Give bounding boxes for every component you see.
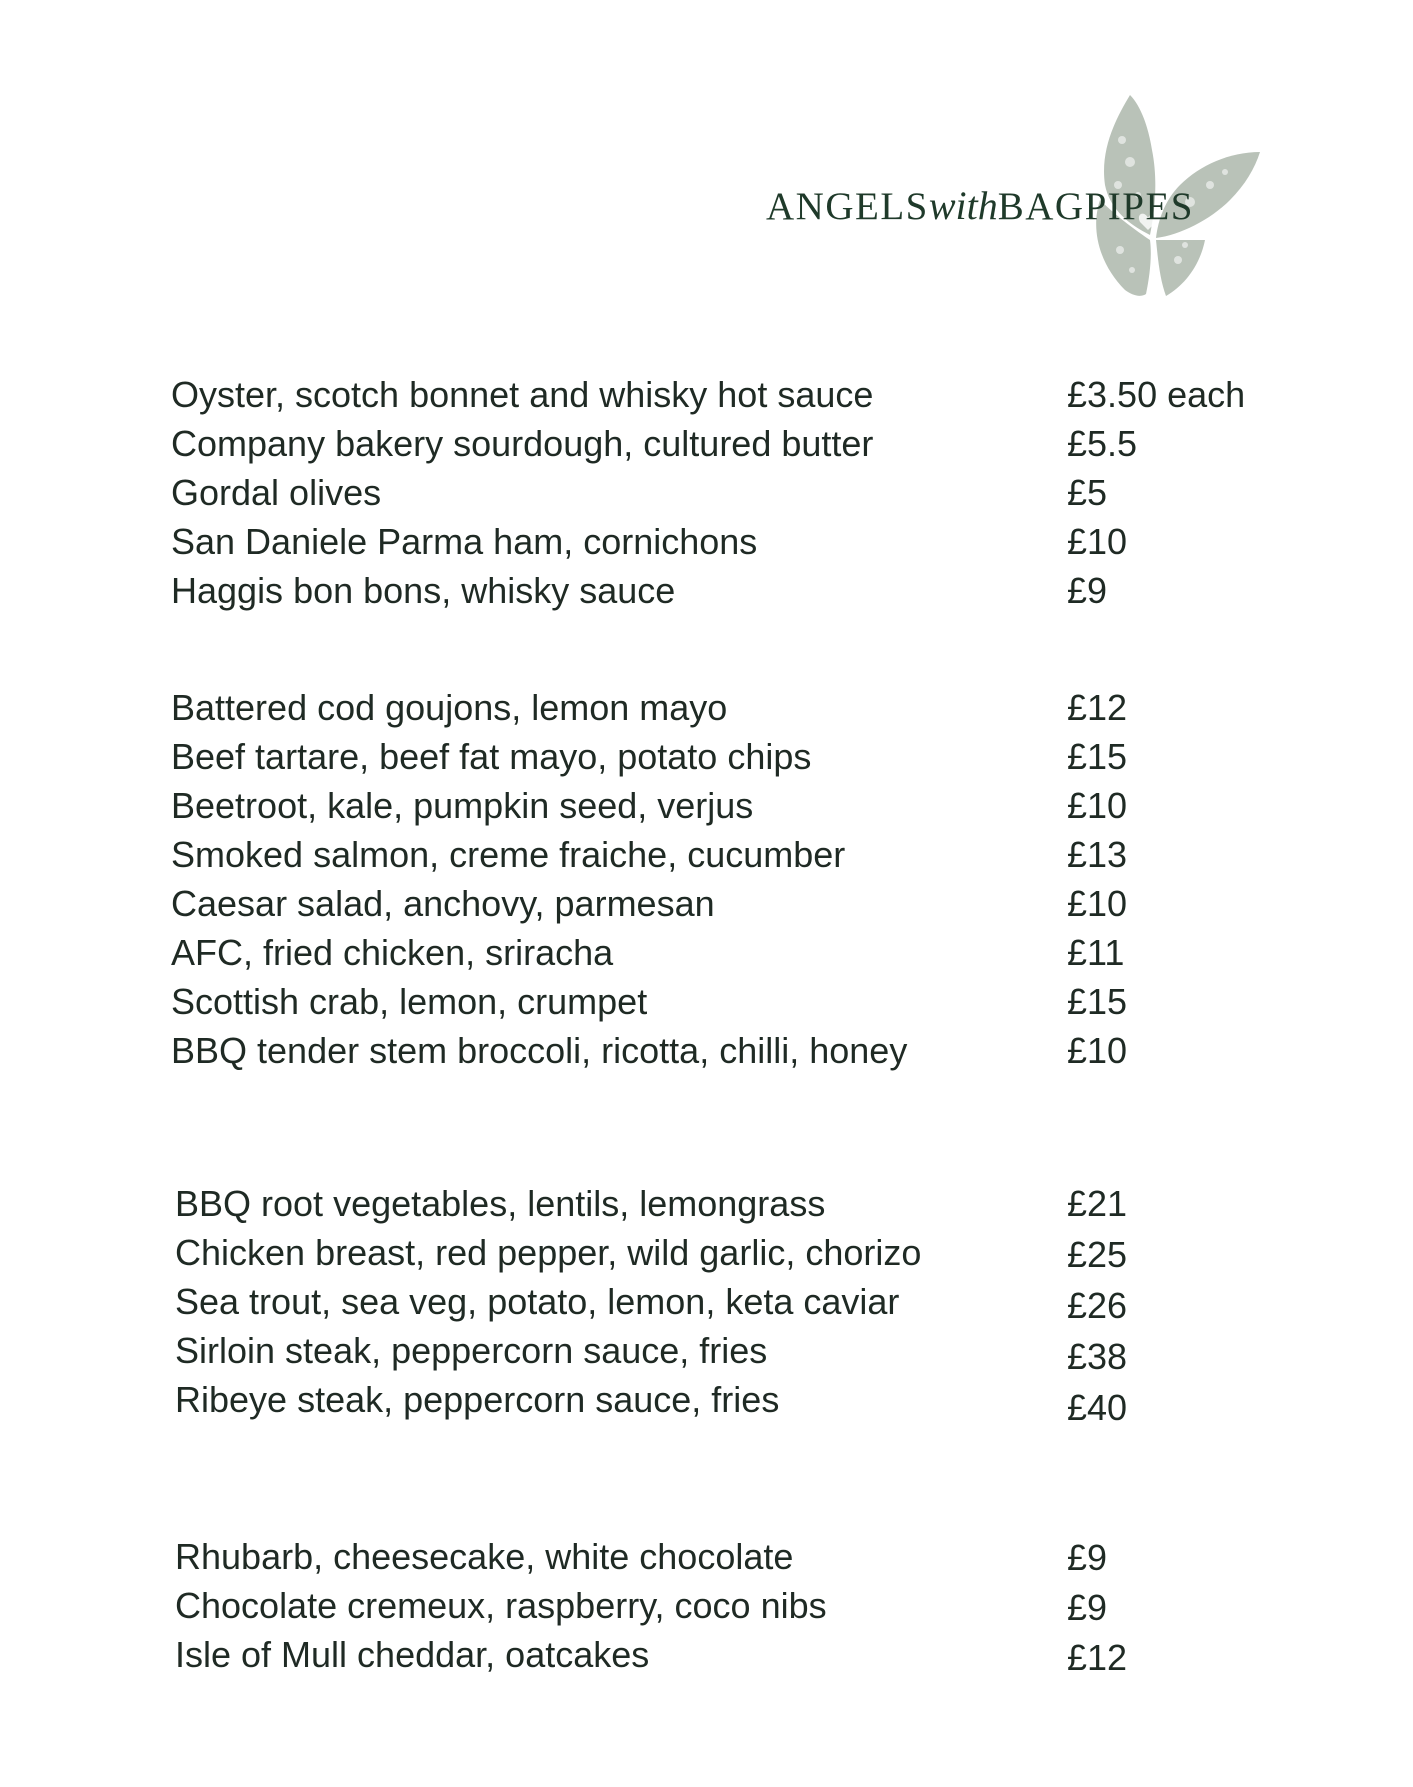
menu-item-price: £5: [1067, 472, 1108, 513]
menu-item-name: San Daniele Parma ham, cornichons: [171, 521, 758, 562]
menu-item-name: Company bakery sourdough, cultured butter: [171, 423, 874, 464]
menu-item-name: Haggis bon bons, whisky sauce: [171, 570, 676, 611]
menu-item-name: Sea trout, sea veg, potato, lemon, keta caviar: [175, 1281, 900, 1322]
menu-item-price: £5.5: [1067, 423, 1138, 464]
menu-item-price: £12: [1067, 687, 1128, 728]
menu-item-name: BBQ root vegetables, lentils, lemongrass: [175, 1183, 826, 1224]
menu-item-price: £10: [1067, 521, 1128, 562]
menu-item-price: £12: [1067, 1637, 1128, 1678]
menu-item-name: Smoked salmon, creme fraiche, cucumber: [171, 834, 846, 875]
menu-item-name: Gordal olives: [171, 472, 382, 513]
menu-item-price: £15: [1067, 981, 1128, 1022]
menu-item-price: £15: [1067, 736, 1128, 777]
menu-item-name: Ribeye steak, peppercorn sauce, fries: [175, 1379, 780, 1420]
menu-item-price: £9: [1067, 1537, 1108, 1578]
menu-item-name: Oyster, scotch bonnet and whisky hot sauce: [171, 374, 874, 415]
menu-item-price: £21: [1067, 1183, 1128, 1224]
brand-word-with: with: [928, 183, 998, 228]
menu-item-name: Isle of Mull cheddar, oatcakes: [175, 1634, 650, 1675]
menu-item-name: BBQ tender stem broccoli, ricotta, chilli, honey: [171, 1030, 908, 1071]
menu-item-price: £10: [1067, 785, 1128, 826]
brand-wordmark: [766, 182, 1194, 229]
menu-item-price: £26: [1067, 1285, 1128, 1326]
menu-item-price: £11: [1067, 932, 1125, 973]
menu-item-price: £13: [1067, 834, 1128, 875]
menu-item-price: £25: [1067, 1234, 1128, 1275]
menu-item-price: £40: [1067, 1387, 1128, 1428]
menu-item-price: £9: [1067, 1587, 1108, 1628]
menu-item-name: Caesar salad, anchovy, parmesan: [171, 883, 715, 924]
menu-item-name: Scottish crab, lemon, crumpet: [171, 981, 648, 1022]
menu-item-price: £10: [1067, 1030, 1128, 1071]
menu-item-price: £3.50 each: [1067, 374, 1246, 415]
menu-item-name: Beef tartare, beef fat mayo, potato chips: [171, 736, 812, 777]
menu-item-name: Rhubarb, cheesecake, white chocolate: [175, 1536, 794, 1577]
menu-item-price: £10: [1067, 883, 1128, 924]
menu-item-price: £38: [1067, 1336, 1128, 1377]
menu-item-name: Chicken breast, red pepper, wild garlic, chorizo: [175, 1232, 922, 1273]
menu-item-name: Battered cod goujons, lemon mayo: [171, 687, 728, 728]
menu-item-name: Beetroot, kale, pumpkin seed, verjus: [171, 785, 754, 826]
menu-item-price: £9: [1067, 570, 1108, 611]
menu-item-name: Sirloin steak, peppercorn sauce, fries: [175, 1330, 768, 1371]
menu-item-name: Chocolate cremeux, raspberry, coco nibs: [175, 1585, 827, 1626]
brand-word-angels: ANGELS: [766, 185, 929, 228]
brand-word-bagpipes: BAGPIPES: [997, 185, 1194, 228]
brand-logo: [760, 90, 1280, 310]
menu-item-name: AFC, fried chicken, sriracha: [171, 932, 614, 973]
